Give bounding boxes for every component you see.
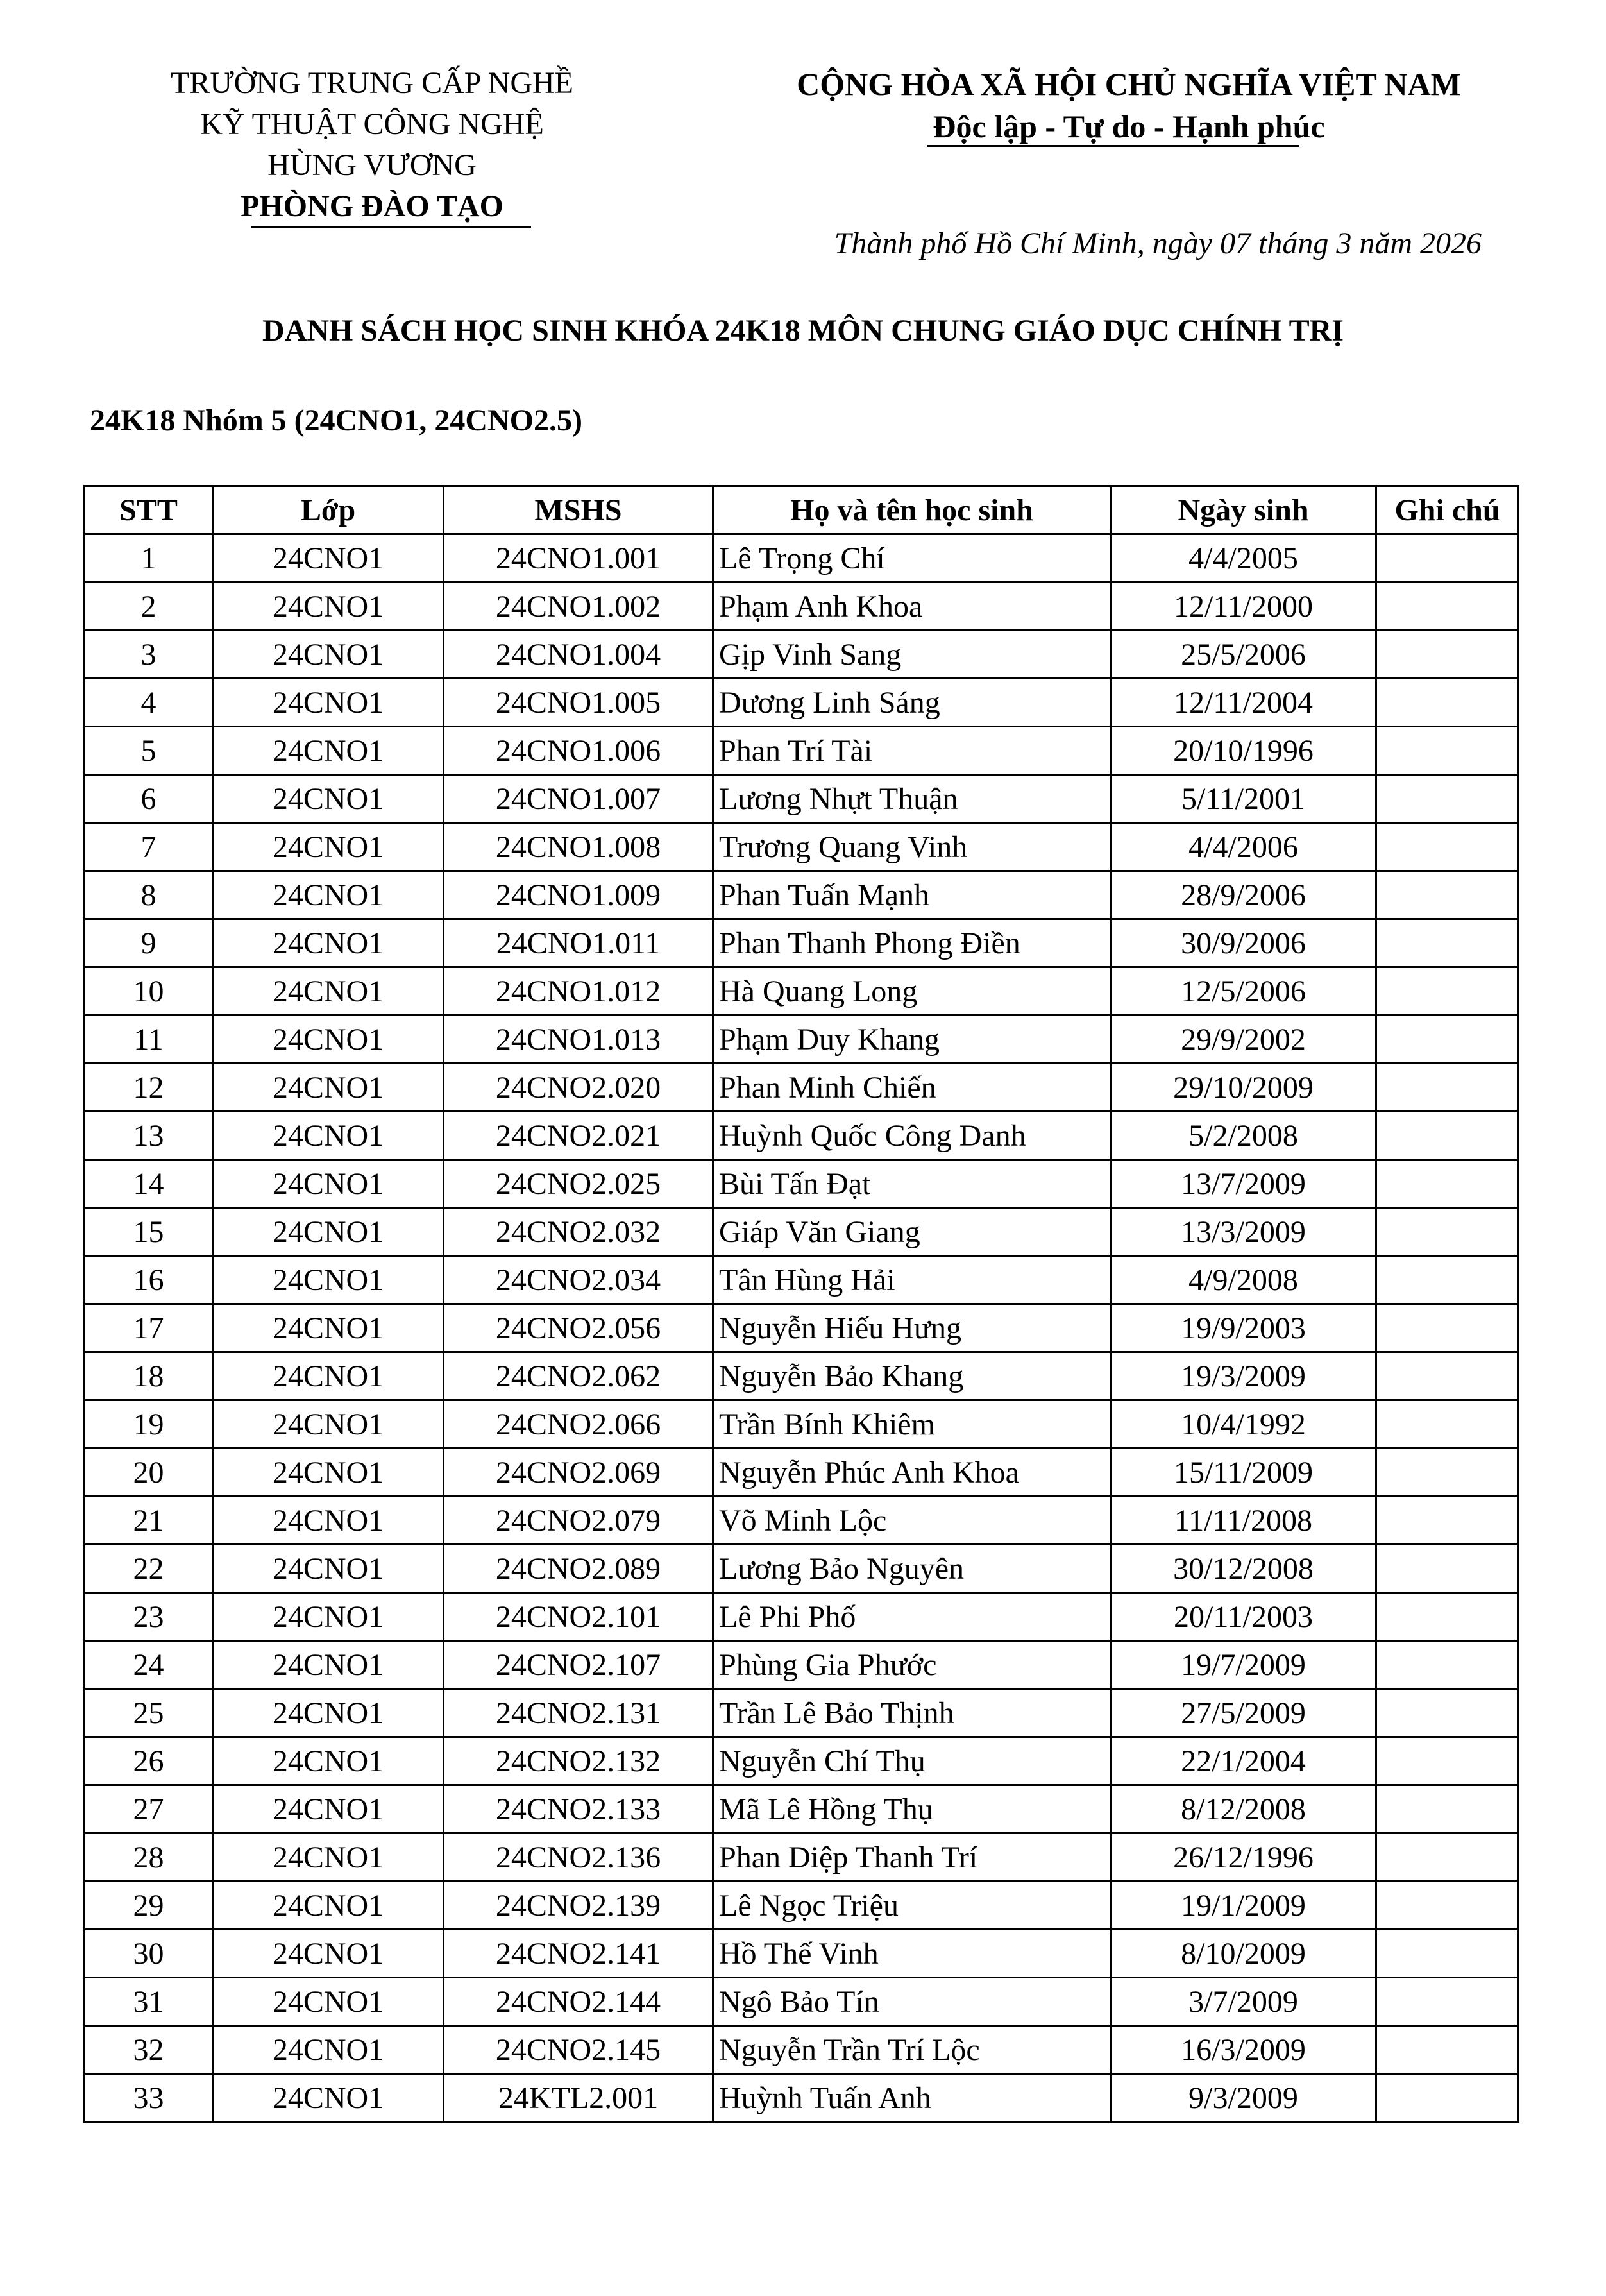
table-body [85, 534, 1519, 2122]
cell-birth-date: 3/7/2009 [1111, 1978, 1376, 2026]
table-row [85, 583, 1519, 631]
cell-full-name: Tân Hùng Hải [713, 1256, 1111, 1304]
cell-student-id: 24CNO2.141 [444, 1930, 713, 1978]
cell-full-name: Lương Nhựt Thuận [713, 775, 1111, 823]
cell-stt: 4 [85, 679, 213, 727]
cell-class: 24CNO1 [213, 1641, 444, 1689]
cell-class: 24CNO1 [213, 1304, 444, 1352]
cell-note [1376, 1352, 1519, 1400]
cell-stt: 7 [85, 823, 213, 871]
cell-stt: 16 [85, 1256, 213, 1304]
cell-stt: 25 [85, 1689, 213, 1737]
cell-stt: 12 [85, 1064, 213, 1112]
cell-stt: 15 [85, 1208, 213, 1256]
table-row [85, 1833, 1519, 1882]
cell-class: 24CNO1 [213, 1593, 444, 1641]
cell-birth-date: 4/4/2005 [1111, 534, 1376, 583]
cell-note [1376, 1882, 1519, 1930]
cell-stt: 1 [85, 534, 213, 583]
cell-stt: 28 [85, 1833, 213, 1882]
col-header-birth-date: Ngày sinh [1111, 486, 1376, 534]
cell-class: 24CNO1 [213, 1016, 444, 1064]
cell-stt: 31 [85, 1978, 213, 2026]
table-row [85, 1016, 1519, 1064]
col-header-class: Lớp [213, 486, 444, 534]
school-header [122, 63, 622, 227]
col-header-stt: STT [85, 486, 213, 534]
cell-class: 24CNO1 [213, 631, 444, 679]
cell-birth-date: 28/9/2006 [1111, 871, 1376, 919]
cell-full-name: Huỳnh Quốc Công Danh [713, 1112, 1111, 1160]
cell-class: 24CNO1 [213, 1256, 444, 1304]
cell-birth-date: 16/3/2009 [1111, 2026, 1376, 2074]
cell-stt: 32 [85, 2026, 213, 2074]
cell-full-name: Dương Linh Sáng [713, 679, 1111, 727]
cell-class: 24CNO1 [213, 775, 444, 823]
cell-stt: 9 [85, 919, 213, 967]
cell-class: 24CNO1 [213, 1930, 444, 1978]
cell-student-id: 24CNO2.056 [444, 1304, 713, 1352]
cell-class: 24CNO1 [213, 823, 444, 871]
cell-birth-date: 8/10/2009 [1111, 1930, 1376, 1978]
table-row [85, 631, 1519, 679]
table-row [85, 2074, 1519, 2122]
cell-note [1376, 1641, 1519, 1689]
cell-class: 24CNO1 [213, 1785, 444, 1833]
cell-birth-date: 5/2/2008 [1111, 1112, 1376, 1160]
department-underline [251, 226, 531, 228]
table-row [85, 919, 1519, 967]
cell-note [1376, 727, 1519, 775]
cell-full-name: Phạm Duy Khang [713, 1016, 1111, 1064]
cell-student-id: 24CNO2.021 [444, 1112, 713, 1160]
cell-birth-date: 19/7/2009 [1111, 1641, 1376, 1689]
cell-stt: 3 [85, 631, 213, 679]
cell-birth-date: 15/11/2009 [1111, 1449, 1376, 1497]
cell-birth-date: 10/4/1992 [1111, 1400, 1376, 1449]
cell-stt: 26 [85, 1737, 213, 1785]
cell-stt: 8 [85, 871, 213, 919]
cell-student-id: 24CNO2.136 [444, 1833, 713, 1882]
date-line: Thành phố Hồ Chí Minh, ngày 07 tháng 3 năm 2026 [834, 226, 1482, 260]
table-row [85, 1112, 1519, 1160]
table-row [85, 1545, 1519, 1593]
cell-note [1376, 1064, 1519, 1112]
cell-full-name: Hà Quang Long [713, 967, 1111, 1016]
cell-note [1376, 919, 1519, 967]
cell-full-name: Phan Diệp Thanh Trí [713, 1833, 1111, 1882]
table-row [85, 1064, 1519, 1112]
cell-note [1376, 1593, 1519, 1641]
cell-student-id: 24CNO1.006 [444, 727, 713, 775]
cell-class: 24CNO1 [213, 1112, 444, 1160]
cell-class: 24CNO1 [213, 1497, 444, 1545]
cell-stt: 21 [85, 1497, 213, 1545]
cell-note [1376, 1785, 1519, 1833]
table-row [85, 1930, 1519, 1978]
cell-note [1376, 1978, 1519, 2026]
table-row [85, 1400, 1519, 1449]
cell-stt: 20 [85, 1449, 213, 1497]
cell-full-name: Trần Lê Bảo Thịnh [713, 1689, 1111, 1737]
cell-class: 24CNO1 [213, 1737, 444, 1785]
cell-full-name: Giáp Văn Giang [713, 1208, 1111, 1256]
cell-birth-date: 19/1/2009 [1111, 1882, 1376, 1930]
cell-student-id: 24KTL2.001 [444, 2074, 713, 2122]
cell-student-id: 24CNO1.013 [444, 1016, 713, 1064]
cell-full-name: Phan Minh Chiến [713, 1064, 1111, 1112]
cell-note [1376, 534, 1519, 583]
cell-student-id: 24CNO1.012 [444, 967, 713, 1016]
table-row [85, 1160, 1519, 1208]
cell-class: 24CNO1 [213, 871, 444, 919]
cell-birth-date: 19/3/2009 [1111, 1352, 1376, 1400]
cell-note [1376, 1689, 1519, 1737]
cell-full-name: Nguyễn Phúc Anh Khoa [713, 1449, 1111, 1497]
cell-birth-date: 12/11/2000 [1111, 583, 1376, 631]
table-row [85, 1785, 1519, 1833]
cell-class: 24CNO1 [213, 1064, 444, 1112]
table-row [85, 871, 1519, 919]
table-header-row [85, 486, 1519, 534]
table-row [85, 1449, 1519, 1497]
cell-note [1376, 1112, 1519, 1160]
cell-class: 24CNO1 [213, 919, 444, 967]
cell-stt: 14 [85, 1160, 213, 1208]
cell-note [1376, 1449, 1519, 1497]
cell-note [1376, 967, 1519, 1016]
cell-stt: 6 [85, 775, 213, 823]
cell-student-id: 24CNO2.025 [444, 1160, 713, 1208]
cell-student-id: 24CNO2.101 [444, 1593, 713, 1641]
table-row [85, 1256, 1519, 1304]
cell-full-name: Phan Thanh Phong Điền [713, 919, 1111, 967]
cell-birth-date: 12/5/2006 [1111, 967, 1376, 1016]
cell-student-id: 24CNO2.145 [444, 2026, 713, 2074]
cell-birth-date: 25/5/2006 [1111, 631, 1376, 679]
cell-full-name: Võ Minh Lộc [713, 1497, 1111, 1545]
cell-full-name: Lê Ngọc Triệu [713, 1882, 1111, 1930]
cell-stt: 2 [85, 583, 213, 631]
cell-note [1376, 631, 1519, 679]
cell-full-name: Gịp Vinh Sang [713, 631, 1111, 679]
table-row [85, 1497, 1519, 1545]
cell-note [1376, 775, 1519, 823]
cell-stt: 29 [85, 1882, 213, 1930]
nation-name: CỘNG HÒA XÃ HỘI CHỦ NGHĨA VIỆT NAM [797, 66, 1461, 102]
cell-class: 24CNO1 [213, 1400, 444, 1449]
cell-student-id: 24CNO2.079 [444, 1497, 713, 1545]
cell-student-id: 24CNO2.133 [444, 1785, 713, 1833]
cell-student-id: 24CNO1.002 [444, 583, 713, 631]
cell-full-name: Ngô Bảo Tín [713, 1978, 1111, 2026]
cell-birth-date: 20/10/1996 [1111, 727, 1376, 775]
cell-student-id: 24CNO1.004 [444, 631, 713, 679]
cell-full-name: Bùi Tấn Đạt [713, 1160, 1111, 1208]
col-header-note: Ghi chú [1376, 486, 1519, 534]
table-row [85, 679, 1519, 727]
cell-note [1376, 1208, 1519, 1256]
table-row [85, 967, 1519, 1016]
table-row [85, 534, 1519, 583]
cell-birth-date: 8/12/2008 [1111, 1785, 1376, 1833]
cell-note [1376, 583, 1519, 631]
cell-full-name: Lê Trọng Chí [713, 534, 1111, 583]
cell-note [1376, 1304, 1519, 1352]
table-row [85, 1882, 1519, 1930]
table-row [85, 1593, 1519, 1641]
cell-note [1376, 2026, 1519, 2074]
cell-birth-date: 19/9/2003 [1111, 1304, 1376, 1352]
cell-birth-date: 29/10/2009 [1111, 1064, 1376, 1112]
cell-class: 24CNO1 [213, 583, 444, 631]
cell-student-id: 24CNO2.107 [444, 1641, 713, 1689]
cell-birth-date: 9/3/2009 [1111, 2074, 1376, 2122]
cell-class: 24CNO1 [213, 1160, 444, 1208]
cell-birth-date: 12/11/2004 [1111, 679, 1376, 727]
cell-stt: 24 [85, 1641, 213, 1689]
cell-note [1376, 1160, 1519, 1208]
cell-note [1376, 1930, 1519, 1978]
motto: Độc lập - Tự do - Hạnh phúc [933, 108, 1325, 144]
cell-note [1376, 871, 1519, 919]
cell-note [1376, 1833, 1519, 1882]
cell-student-id: 24CNO2.131 [444, 1689, 713, 1737]
cell-class: 24CNO1 [213, 1978, 444, 2026]
cell-student-id: 24CNO1.007 [444, 775, 713, 823]
table-row [85, 2026, 1519, 2074]
cell-note [1376, 2074, 1519, 2122]
cell-full-name: Phạm Anh Khoa [713, 583, 1111, 631]
cell-birth-date: 29/9/2002 [1111, 1016, 1376, 1064]
col-header-student-id: MSHS [444, 486, 713, 534]
cell-birth-date: 22/1/2004 [1111, 1737, 1376, 1785]
cell-student-id: 24CNO2.139 [444, 1882, 713, 1930]
cell-stt: 22 [85, 1545, 213, 1593]
cell-birth-date: 30/9/2006 [1111, 919, 1376, 967]
cell-class: 24CNO1 [213, 1689, 444, 1737]
cell-class: 24CNO1 [213, 1882, 444, 1930]
cell-stt: 27 [85, 1785, 213, 1833]
cell-class: 24CNO1 [213, 534, 444, 583]
cell-student-id: 24CNO1.001 [444, 534, 713, 583]
cell-student-id: 24CNO2.034 [444, 1256, 713, 1304]
table-row [85, 823, 1519, 871]
cell-full-name: Huỳnh Tuấn Anh [713, 2074, 1111, 2122]
school-name-line3: HÙNG VƯƠNG [267, 148, 477, 182]
table-row [85, 1689, 1519, 1737]
group-label: 24K18 Nhóm 5 (24CNO1, 24CNO2.5) [90, 404, 582, 438]
cell-stt: 17 [85, 1304, 213, 1352]
table-row [85, 727, 1519, 775]
cell-note [1376, 1497, 1519, 1545]
cell-stt: 30 [85, 1930, 213, 1978]
cell-birth-date: 20/11/2003 [1111, 1593, 1376, 1641]
cell-student-id: 24CNO1.011 [444, 919, 713, 967]
cell-class: 24CNO1 [213, 1833, 444, 1882]
cell-class: 24CNO1 [213, 1208, 444, 1256]
cell-birth-date: 4/4/2006 [1111, 823, 1376, 871]
table-row [85, 1352, 1519, 1400]
cell-stt: 19 [85, 1400, 213, 1449]
cell-class: 24CNO1 [213, 2026, 444, 2074]
cell-full-name: Hồ Thế Vinh [713, 1930, 1111, 1978]
student-table [83, 485, 1519, 2123]
department-name: PHÒNG ĐÀO TẠO [241, 189, 503, 223]
cell-full-name: Trương Quang Vinh [713, 823, 1111, 871]
cell-stt: 18 [85, 1352, 213, 1400]
motto-underline [927, 145, 1299, 147]
cell-birth-date: 11/11/2008 [1111, 1497, 1376, 1545]
cell-birth-date: 30/12/2008 [1111, 1545, 1376, 1593]
cell-student-id: 24CNO2.144 [444, 1978, 713, 2026]
table-row [85, 1641, 1519, 1689]
cell-full-name: Nguyễn Hiếu Hưng [713, 1304, 1111, 1352]
table-row [85, 775, 1519, 823]
cell-full-name: Nguyễn Bảo Khang [713, 1352, 1111, 1400]
cell-student-id: 24CNO2.032 [444, 1208, 713, 1256]
cell-stt: 11 [85, 1016, 213, 1064]
cell-student-id: 24CNO1.008 [444, 823, 713, 871]
cell-student-id: 24CNO2.089 [444, 1545, 713, 1593]
cell-class: 24CNO1 [213, 1545, 444, 1593]
cell-student-id: 24CNO2.020 [444, 1064, 713, 1112]
cell-birth-date: 13/3/2009 [1111, 1208, 1376, 1256]
cell-stt: 23 [85, 1593, 213, 1641]
cell-full-name: Phan Trí Tài [713, 727, 1111, 775]
nation-header [686, 63, 1571, 148]
school-name-line2: KỸ THUẬT CÔNG NGHỆ [200, 107, 544, 141]
cell-class: 24CNO1 [213, 727, 444, 775]
cell-class: 24CNO1 [213, 2074, 444, 2122]
cell-note [1376, 1256, 1519, 1304]
cell-class: 24CNO1 [213, 1449, 444, 1497]
cell-full-name: Phan Tuấn Mạnh [713, 871, 1111, 919]
col-header-full-name: Họ và tên học sinh [713, 486, 1111, 534]
cell-stt: 33 [85, 2074, 213, 2122]
cell-full-name: Phùng Gia Phước [713, 1641, 1111, 1689]
table-row [85, 1304, 1519, 1352]
cell-note [1376, 823, 1519, 871]
cell-student-id: 24CNO2.062 [444, 1352, 713, 1400]
cell-student-id: 24CNO2.066 [444, 1400, 713, 1449]
cell-student-id: 24CNO2.069 [444, 1449, 713, 1497]
cell-note [1376, 1400, 1519, 1449]
cell-full-name: Lê Phi Phố [713, 1593, 1111, 1641]
cell-class: 24CNO1 [213, 1352, 444, 1400]
cell-note [1376, 1016, 1519, 1064]
table-row [85, 1978, 1519, 2026]
cell-stt: 5 [85, 727, 213, 775]
page-title: DANH SÁCH HỌC SINH KHÓA 24K18 MÔN CHUNG GIÁO DỤC CHÍNH TRỊ [262, 314, 1344, 348]
cell-stt: 13 [85, 1112, 213, 1160]
cell-full-name: Nguyễn Chí Thụ [713, 1737, 1111, 1785]
cell-birth-date: 26/12/1996 [1111, 1833, 1376, 1882]
table-row [85, 1737, 1519, 1785]
cell-birth-date: 4/9/2008 [1111, 1256, 1376, 1304]
cell-stt: 10 [85, 967, 213, 1016]
cell-birth-date: 5/11/2001 [1111, 775, 1376, 823]
cell-birth-date: 13/7/2009 [1111, 1160, 1376, 1208]
cell-class: 24CNO1 [213, 679, 444, 727]
cell-student-id: 24CNO2.132 [444, 1737, 713, 1785]
cell-full-name: Trần Bính Khiêm [713, 1400, 1111, 1449]
cell-student-id: 24CNO1.009 [444, 871, 713, 919]
cell-birth-date: 27/5/2009 [1111, 1689, 1376, 1737]
cell-note [1376, 679, 1519, 727]
cell-note [1376, 1737, 1519, 1785]
cell-full-name: Mã Lê Hồng Thụ [713, 1785, 1111, 1833]
school-name-line1: TRƯỜNG TRUNG CẤP NGHỀ [171, 66, 573, 100]
cell-class: 24CNO1 [213, 967, 444, 1016]
cell-note [1376, 1545, 1519, 1593]
table-row [85, 1208, 1519, 1256]
cell-student-id: 24CNO1.005 [444, 679, 713, 727]
cell-full-name: Lương Bảo Nguyên [713, 1545, 1111, 1593]
cell-full-name: Nguyễn Trần Trí Lộc [713, 2026, 1111, 2074]
